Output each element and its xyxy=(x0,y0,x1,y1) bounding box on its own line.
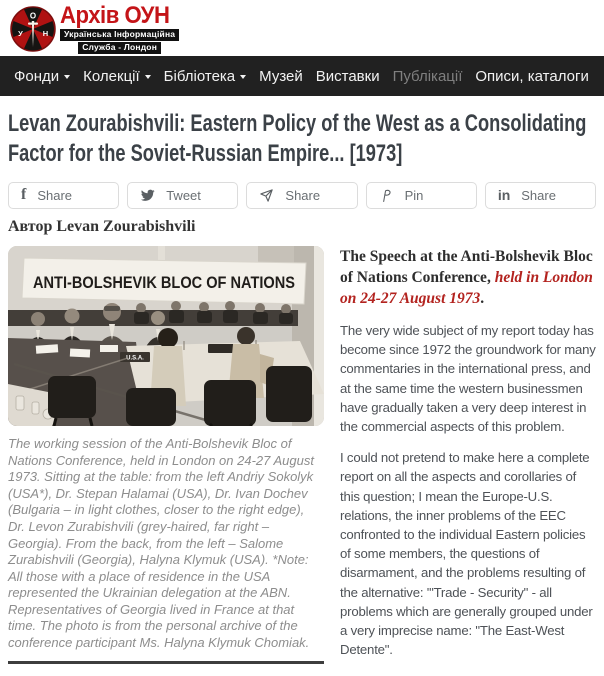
main-nav xyxy=(0,56,604,96)
brand-subtitle-1: Українська Інформаційна xyxy=(60,29,179,41)
conference-photo[interactable] xyxy=(8,246,324,426)
intro-paragraph xyxy=(340,246,596,309)
banner-text: ANTI-BOLSHEVIK BLOC OF NATIONS xyxy=(33,272,295,292)
nav-item-muzei[interactable]: Музей xyxy=(259,67,303,85)
nav-item-biblioteka[interactable]: Бібліотека xyxy=(164,68,246,85)
facebook-icon: f xyxy=(21,186,27,204)
brand-title: Архів ОУН xyxy=(60,2,170,29)
nav-item-kolektsii[interactable]: Колекції xyxy=(83,68,151,85)
nav-item-vystavky[interactable]: Виставки xyxy=(315,67,380,85)
share-buttons-row xyxy=(8,182,596,209)
intro-red-text: held in London on 24-27 August 1973 xyxy=(340,268,593,307)
brand-block xyxy=(60,4,179,54)
intro-bold-text: The Speech at the Anti-Bolshevik Bloc of Nations Conference, xyxy=(340,247,593,286)
facebook-share-button[interactable]: f Share xyxy=(8,182,119,209)
article-text xyxy=(340,246,596,659)
author-name: Levan Zourabishvili xyxy=(56,217,196,235)
brand-subtitle-2: Служба - Лондон xyxy=(78,42,161,54)
usa-nameplate: U.S.A. xyxy=(126,355,144,362)
page-title: Levan Zourabishvili: Eastern Policy of the West as a Consolidating Factor for the Soviet-Russian Empire... [1973] xyxy=(8,110,587,168)
twitter-icon xyxy=(140,188,155,203)
nav-item-fondy[interactable]: Фонди xyxy=(14,68,70,85)
nav-item-opysy-katalohy[interactable]: Описи, каталоги xyxy=(475,67,589,85)
chevron-down-icon xyxy=(240,75,246,79)
paragraph-2: I could not pretend to make here a complete report on all the aspects and corollaries of this question; I mean the Europe-U.S. relations, the inner problems of the EEC confronted to the individual Eastern policies of some members, the questions of disarmament, and the problems resulting of the alternative: '"Trade - Security" - all problems which are generally grouped under a very imprecise name: "The East-West Detente". xyxy=(340,450,593,658)
photo-figure xyxy=(8,246,324,664)
pinterest-icon xyxy=(379,188,394,203)
author-line xyxy=(8,218,596,236)
telegram-share-button[interactable]: Share xyxy=(246,182,357,209)
twitter-tweet-button[interactable]: Tweet xyxy=(127,182,238,209)
nav-item-publikatsii[interactable]: Публікації xyxy=(392,67,463,85)
intro-period: . xyxy=(480,289,485,307)
pinterest-pin-button[interactable]: Pin xyxy=(366,182,477,209)
linkedin-share-button[interactable]: in Share xyxy=(485,182,596,209)
linkedin-icon: in xyxy=(497,187,511,204)
article xyxy=(0,109,604,664)
photo-caption: The working session of the Anti-Bolshevik Bloc of Nations Conference, held in London on 24-27 August 1973. Sitting at the table: from the left Andriy Sokolyk (USA*), Dr. Stepan Halamai (USA), Dr. Ivan Dochev (Bulgaria – in light clothes, closer to the right edge), Dr. Levon Zurabishvili (grey-haired, far right – Georgia). From the back, from the left – Salome Zurabishvili (Georgia), Halyna Klymuk (USA). *Note: All those with a place of residence in the USA represented the Ukrainian delegation at the ABN. Representatives of Georgia lived in France at that time. The photo is from the personal archive of the conference participant Ms. Halyna Klymuk Chomiak. xyxy=(8,436,324,664)
site-logo[interactable] xyxy=(10,4,179,54)
emblem-letter-n: Н xyxy=(42,29,49,38)
content-columns xyxy=(8,246,596,664)
oun-emblem-icon xyxy=(10,6,56,52)
chevron-down-icon xyxy=(64,75,70,79)
emblem-letter-u: У xyxy=(18,29,23,38)
emblem-letter-o: О xyxy=(29,11,37,21)
chevron-down-icon xyxy=(145,75,151,79)
telegram-icon xyxy=(259,188,274,203)
author-label: Автор xyxy=(8,217,53,235)
paragraph-1: The very wide subject of my report today has become since 1972 the groundwork for many commentaries in the international press, and at the same time the western businessmen have gradually taken a very deep interest in the commercial aspects of this problem. xyxy=(340,322,596,434)
conference-photo-graphic xyxy=(8,246,324,426)
site-header xyxy=(0,0,604,56)
